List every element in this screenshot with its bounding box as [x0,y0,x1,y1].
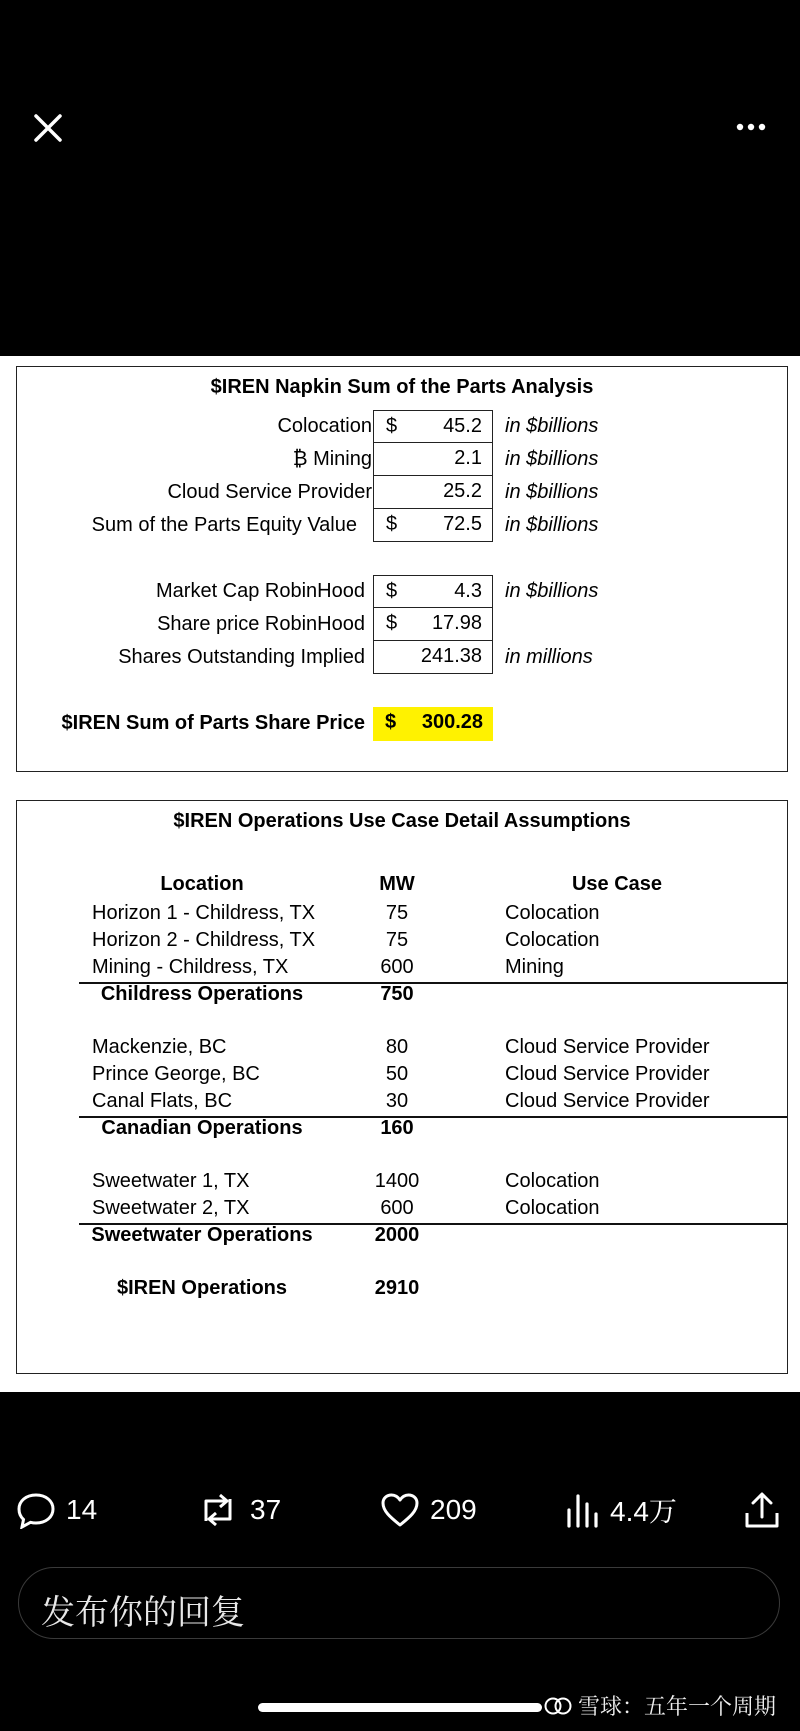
mw-cell: 75 [385,929,409,951]
row-label: Share price RobinHood [157,613,365,635]
use-case-cell: Colocation [505,1170,600,1192]
location-cell: Canal Flats, BC [92,1090,233,1112]
repost-count: 37 [250,1494,282,1525]
reply-input[interactable] [18,1567,780,1639]
reply-icon [16,1491,56,1529]
mw-cell: 600 [380,956,414,978]
use-case-cell: Cloud Service Provider [505,1090,710,1112]
panel-title: $IREN Napkin Sum of the Parts Analysis [210,376,594,398]
row-label: Shares Outstanding Implied [118,646,365,668]
location-cell: Horizon 2 - Childress, TX [92,929,316,951]
watermark [544,1690,776,1721]
subtotal-label: Canadian Operations [101,1117,303,1139]
home-indicator[interactable] [258,1703,542,1712]
unit-label: in $billions [505,580,599,602]
close-button[interactable] [30,110,66,146]
total-label: $IREN Operations [116,1277,288,1299]
mw-cell: 600 [380,1197,414,1219]
share-icon [744,1491,780,1529]
unit-label: in $billions [505,415,599,437]
subtotal-mw: 2000 [374,1224,420,1246]
use-case-cell: Colocation [505,929,600,951]
result-value-cell: $ 300.28 [373,707,493,741]
unit-label: in millions [505,646,593,668]
like-count: 209 [430,1494,477,1525]
views-count: 4.4万 [610,1496,677,1527]
value-cell: 241.38 [373,641,493,674]
value-cell: $ 72.5 [373,509,493,542]
use-case-cell: Cloud Service Provider [505,1036,710,1058]
row-label: Market Cap RobinHood [156,580,365,602]
more-options-button[interactable] [735,117,767,137]
location-header: Location [160,873,244,895]
use-case-cell: Colocation [505,1197,600,1219]
views-icon [564,1492,600,1528]
like-button[interactable] [380,1490,477,1530]
repost-icon [196,1491,240,1529]
subtotal-label: Childress Operations [100,983,304,1005]
location-cell: Mining - Childress, TX [92,956,289,978]
mw-cell: 1400 [374,1170,420,1192]
reply-count: 14 [66,1494,98,1525]
total-mw: 2910 [374,1277,420,1299]
value-cell: $ 17.98 [373,608,493,641]
post-image[interactable] [0,356,800,1392]
subtotal-mw: 750 [380,983,414,1005]
more-horizontal-icon [735,117,767,137]
reply-button[interactable] [16,1490,97,1530]
panel-title: $IREN Operations Use Case Detail Assumptions [173,810,631,832]
mw-cell: 30 [385,1090,409,1112]
row-label: ₿ Mining [292,448,372,470]
location-cell: Sweetwater 2, TX [92,1197,250,1219]
heart-icon [380,1492,420,1528]
location-cell: Horizon 1 - Childress, TX [92,902,316,924]
mw-cell: 50 [385,1063,409,1085]
use-case-cell: Mining [505,956,564,978]
value-cell: $ 45.2 [373,410,493,443]
mw-cell: 75 [385,902,409,924]
use-case-cell: Colocation [505,902,600,924]
close-icon [30,110,66,146]
value-cell: 25.2 [373,476,493,509]
repost-button[interactable] [196,1490,281,1530]
row-label: Colocation [277,415,372,437]
location-cell: Mackenzie, BC [92,1036,227,1058]
subtotal-label: Sweetwater Operations [91,1224,313,1246]
row-label: Cloud Service Provider [167,481,372,503]
reply-placeholder: 发布你的回复 [41,1594,245,1632]
mw-header: MW [379,873,415,895]
use-case-header: Use Case [571,873,663,895]
value-cell: 2.1 [373,443,493,476]
row-label: Sum of the Parts Equity Value [91,514,357,536]
operations-panel [16,800,788,1374]
location-cell: Sweetwater 1, TX [92,1170,250,1192]
use-case-cell: Cloud Service Provider [505,1063,710,1085]
snowball-logo-icon [544,1695,572,1717]
unit-label: in $billions [505,481,599,503]
share-button[interactable] [744,1490,790,1530]
sum-of-parts-panel [16,366,788,772]
value-cell: $ 4.3 [373,575,493,608]
views-button[interactable] [564,1490,677,1530]
unit-label: in $billions [505,514,599,536]
watermark-text: 雪球：五年一个周期 [577,1694,776,1719]
location-cell: Prince George, BC [92,1063,260,1085]
subtotal-mw: 160 [380,1117,414,1139]
result-label: $IREN Sum of Parts Share Price [61,712,365,734]
unit-label: in $billions [505,448,599,470]
mw-cell: 80 [385,1036,409,1058]
